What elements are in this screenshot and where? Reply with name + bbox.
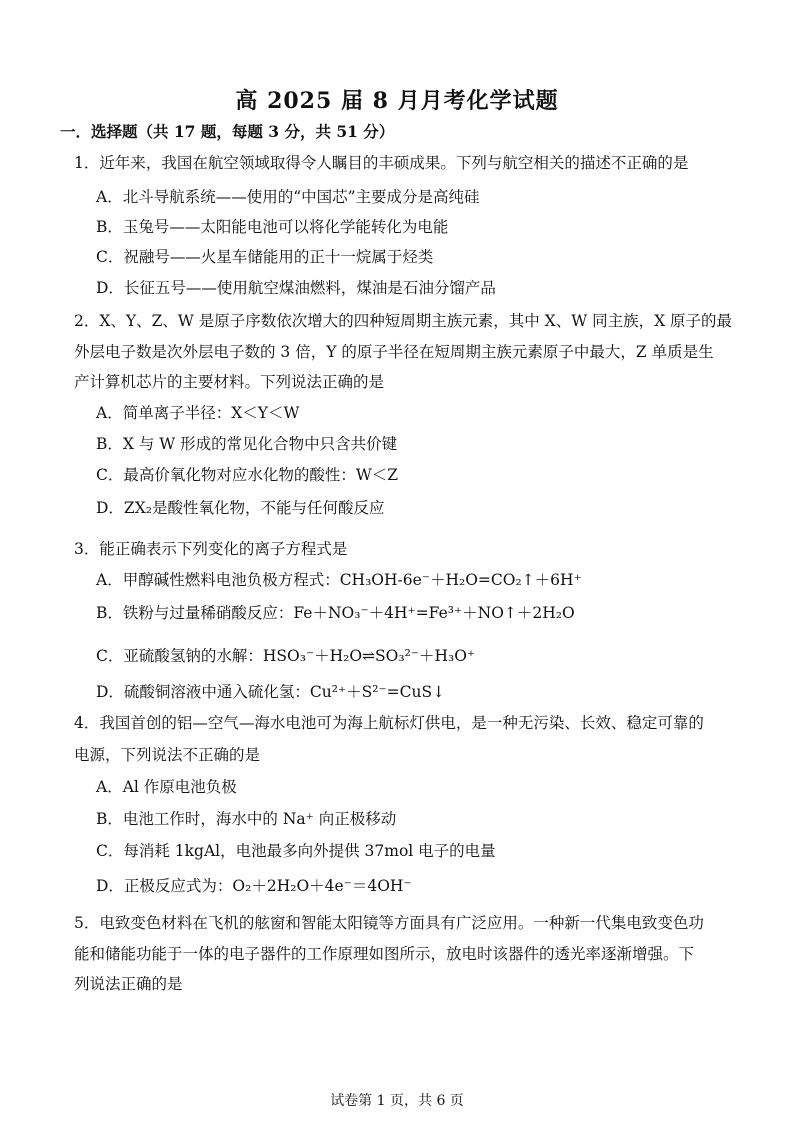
question-2-option-b: B．X 与 W 形成的常见化合物中只含共价键 [96, 435, 398, 453]
question-3-option-d: D．硫酸铜溶液中通入硫化氢：Cu²⁺＋S²⁻=CuS↓ [96, 683, 446, 701]
question-2-option-a: A．简单离子半径：X＜Y＜W [96, 404, 300, 422]
question-4-option-d: D．正极反应式为：O₂＋2H₂O＋4e⁻＝4OH⁻ [96, 877, 412, 895]
question-4-option-a: A．Al 作原电池负极 [96, 778, 237, 796]
question-5-stem-line-1: 5．电致变色材料在飞机的舷窗和智能太阳镜等方面具有广泛应用。一种新一代集电致变色功 [74, 914, 704, 932]
question-1-option-c: C．祝融号——火星车储能用的正十一烷属于烃类 [96, 248, 434, 266]
question-1-option-d: D．长征五号——使用航空煤油燃料，煤油是石油分馏产品 [96, 279, 496, 297]
section-heading: 一．选择题（共 17 题，每题 3 分，共 51 分） [60, 122, 395, 141]
question-1-option-b: B．玉兔号——太阳能电池可以将化学能转化为电能 [96, 218, 449, 236]
question-4-stem-line-2: 电源，下列说法不正确的是 [74, 746, 261, 764]
question-4-stem-line-1: 4．我国首创的铝—空气—海水电池可为海上航标灯供电，是一种无污染、长效、稳定可靠的 [74, 714, 704, 732]
question-2-stem-line-2: 外层电子数是次外层电子数的 3 倍，Y 的原子半径在短周期主族元素原子中最大，Z 单质是生 [74, 343, 714, 361]
question-3-option-b: B．铁粉与过量稀硝酸反应：Fe＋NO₃⁻＋4H⁺=Fe³⁺＋NO↑＋2H₂O [96, 604, 575, 622]
question-2-stem-line-3: 产计算机芯片的主要材料。下列说法正确的是 [74, 373, 385, 391]
question-4-option-b: B．电池工作时，海水中的 Na⁺ 向正极移动 [96, 810, 397, 828]
question-3-stem: 3．能正确表示下列变化的离子方程式是 [74, 540, 348, 558]
question-5-stem-line-2: 能和储能功能于一体的电子器件的工作原理如图所示，放电时该器件的透光率逐渐增强。下 [74, 945, 695, 963]
page-footer: 试卷第 1 页，共 6 页 [330, 1093, 464, 1109]
question-5-stem-line-3: 列说法正确的是 [74, 975, 183, 993]
question-1-option-a: A．北斗导航系统——使用的“中国芯”主要成分是高纯硅 [96, 188, 480, 206]
question-3-option-c: C．亚硫酸氢钠的水解：HSO₃⁻＋H₂O⇌SO₃²⁻＋H₃O⁺ [96, 647, 476, 665]
question-2-option-c: C．最高价氧化物对应水化物的酸性：W＜Z [96, 466, 399, 484]
question-4-option-c: C．每消耗 1kgAl，电池最多向外提供 37mol 电子的电量 [96, 842, 496, 860]
question-3-option-a: A．甲醇碱性燃料电池负极方程式：CH₃OH-6e⁻＋H₂O=CO₂↑＋6H⁺ [96, 571, 582, 589]
question-2-option-d: D．ZX₂是酸性氧化物，不能与任何酸反应 [96, 499, 385, 517]
question-1-stem: 1．近年来，我国在航空领域取得令人瞩目的丰硕成果。下列与航空相关的描述不正确的是 [74, 154, 689, 172]
question-2-stem-line-1: 2．X、Y、Z、W 是原子序数依次增大的四种短周期主族元素，其中 X、W 同主族，X 原子的最 [74, 312, 733, 330]
exam-title: 高 2025 届 8 月月考化学试题 [235, 88, 559, 114]
